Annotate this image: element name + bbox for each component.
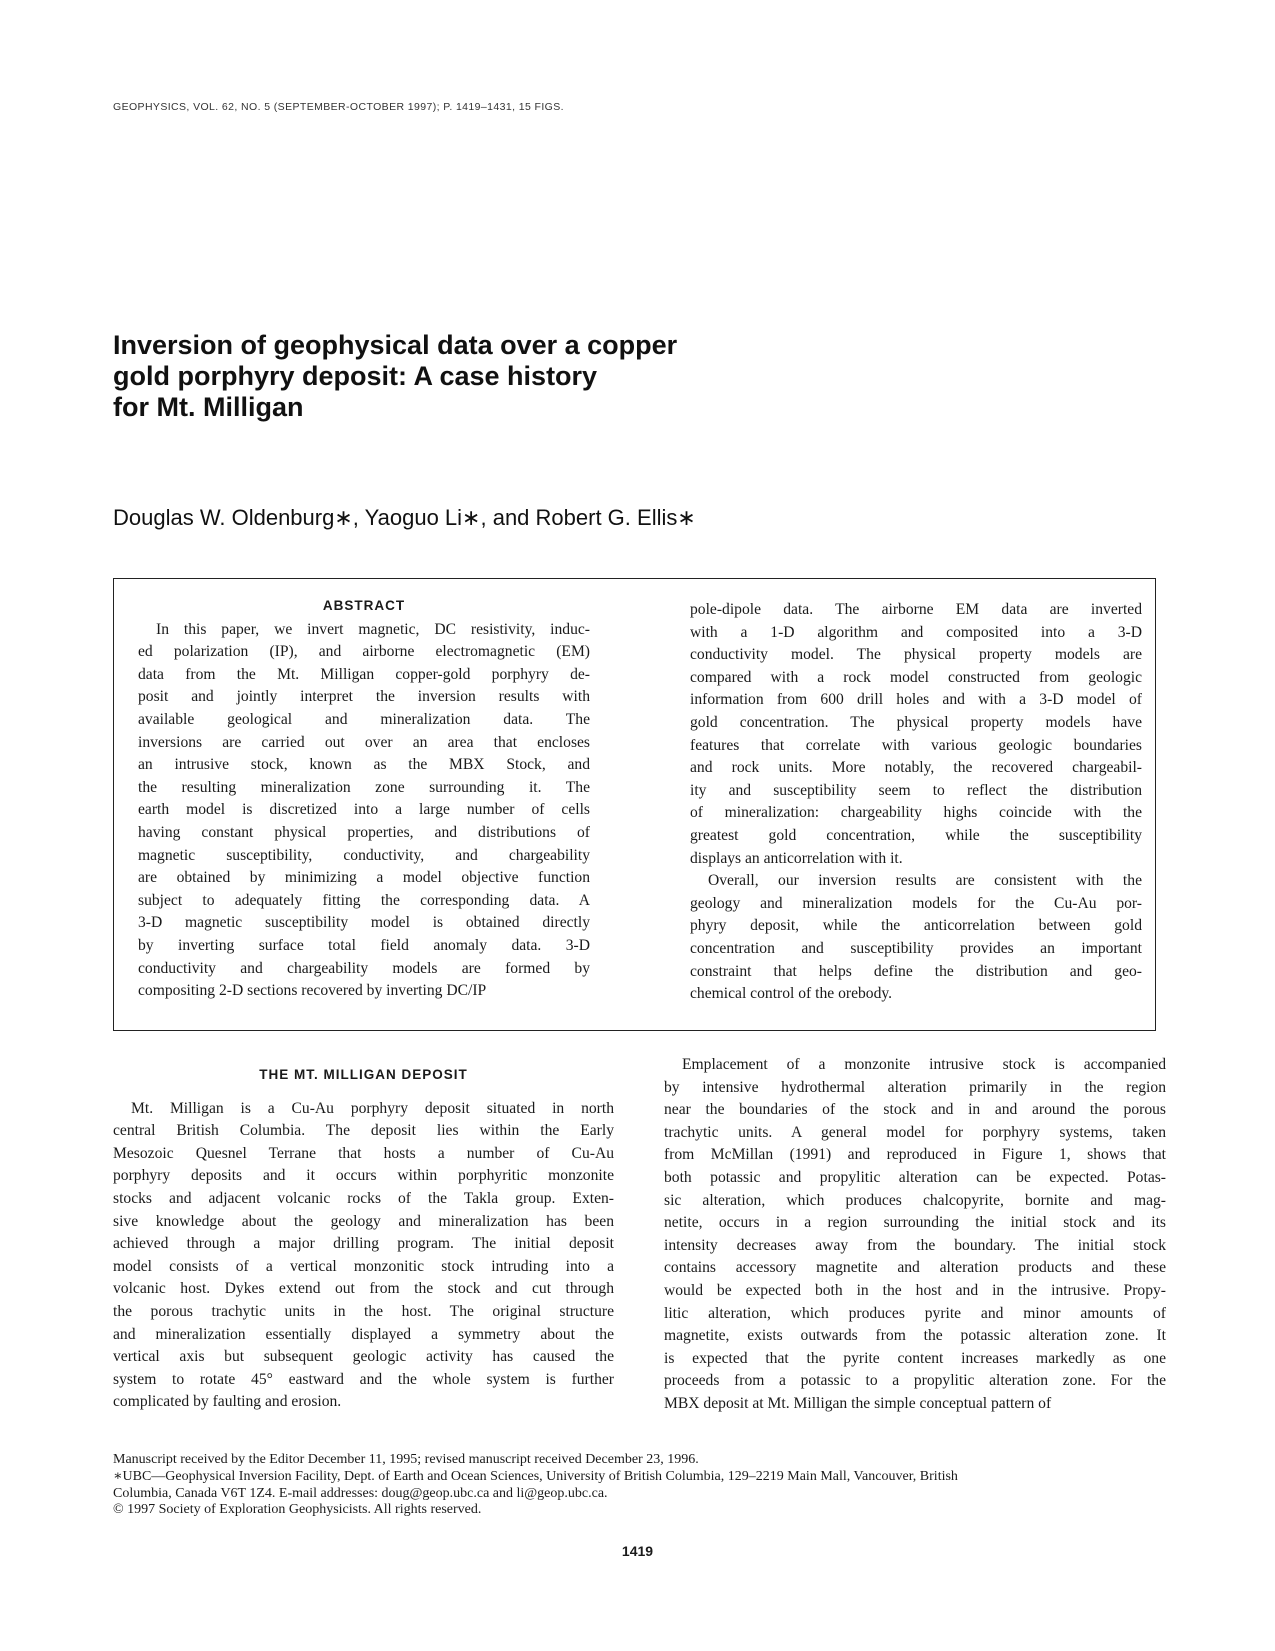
text-line: porphyry deposits and it occurs within porphyritic monzonite (113, 1167, 614, 1185)
text-line: by inverting surface total field anomaly data. 3-D (138, 936, 590, 954)
text-line: stocks and adjacent volcanic rocks of the Takla group. Exten- (113, 1189, 614, 1207)
footnotes (113, 1452, 1156, 1519)
text-line: sic alteration, which produces chalcopyrite, bornite and mag- (664, 1191, 1166, 1209)
text-line: 3-D magnetic susceptibility model is obtained directly (138, 914, 590, 932)
text-line: volcanic host. Dykes extend out from the stock and cut through (113, 1280, 614, 1298)
text-line: magnetic susceptibility, conductivity, and chargeability (138, 846, 590, 864)
text-line: MBX deposit at Mt. Milligan the simple conceptual pattern of (664, 1394, 1052, 1412)
text-line: constraint that helps define the distribution and geo- (690, 962, 1142, 980)
text-line: compositing 2-D sections recovered by inverting DC/IP (138, 982, 487, 1000)
journal-header: GEOPHYSICS, VOL. 62, NO. 5 (SEPTEMBER-OCTOBER 1997); P. 1419–1431, 15 FIGS. (113, 101, 564, 113)
footnote-manuscript: Manuscript received by the Editor December 11, 1995; revised manuscript received December 23, 1996. (113, 1452, 699, 1467)
text-line: the resulting mineralization zone surrounding it. The (138, 778, 590, 796)
text-line: Emplacement of a monzonite intrusive stock is accompanied (682, 1056, 1166, 1073)
text-line: contains accessory magnetite and alteration products and these (664, 1259, 1166, 1277)
text-line: In this paper, we invert magnetic, DC resistivity, induc- (156, 620, 590, 638)
text-line: with a 1-D algorithm and composited into a 3-D (690, 623, 1142, 641)
footnote-copyright: © 1997 Society of Exploration Geophysicists. All rights reserved. (113, 1502, 482, 1518)
text-line: phyry deposit, while the anticorrelation between gold (690, 917, 1142, 935)
title-line: gold porphyry deposit: A case history (113, 361, 598, 391)
text-line: greatest gold concentration, while the susceptibility (690, 826, 1142, 844)
text-line: is expected that the pyrite content increases markedly as one (664, 1349, 1166, 1367)
text-line: and rock units. More notably, the recovered chargeabil- (690, 759, 1142, 777)
page-number: 1419 (621, 1543, 654, 1559)
text-line: trachytic units. A general model for porphyry systems, taken (664, 1123, 1166, 1141)
text-line: inversions are carried out over an area that encloses (138, 733, 590, 751)
text-line: litic alteration, which produces pyrite and minor amounts of (664, 1304, 1166, 1322)
text-line: earth model is discretized into a large number of cells (138, 801, 590, 819)
paper-title (113, 330, 813, 423)
text-line: intensity decreases away from the boundary. The initial stock (664, 1236, 1166, 1254)
text-line: and mineralization essentially displayed a symmetry about the (113, 1325, 614, 1343)
text-line: information from 600 drill holes and with a 3-D model of (690, 691, 1142, 709)
abstract-right-column (690, 599, 1142, 1006)
authors: Douglas W. Oldenburg∗, Yaoguo Li∗, and Robert G. Ellis∗ (113, 505, 696, 530)
text-line: Mt. Milligan is a Cu-Au porphyry deposit situated in north (131, 1099, 614, 1117)
text-line: conductivity model. The physical property models are (690, 646, 1142, 664)
text-line: displays an anticorrelation with it. (690, 849, 903, 867)
text-line: data from the Mt. Milligan copper-gold porphyry de- (138, 665, 590, 683)
text-line: complicated by faulting and erosion. (113, 1393, 342, 1411)
text-line: available geological and mineralization data. The (138, 710, 590, 728)
body-right-column (664, 1054, 1166, 1416)
text-line: gold concentration. The physical property models have (690, 713, 1142, 731)
title-line: for Mt. Milligan (113, 392, 304, 422)
text-line: an intrusive stock, known as the MBX Stock, and (138, 756, 590, 774)
text-line: proceeds from a potassic to a propylitic alteration zone. For the (664, 1372, 1166, 1390)
text-line: ed polarization (IP), and airborne electromagnetic (EM) (138, 643, 590, 661)
abstract-left-column (138, 595, 590, 1003)
text-line: the porous trachytic units in the host. The original structure (113, 1302, 614, 1320)
text-line: model consists of a vertical monzonitic stock intruding into a (113, 1257, 614, 1275)
text-line: achieved through a major drilling program. The initial deposit (113, 1235, 614, 1253)
text-line: near the boundaries of the stock and in and around the porous (664, 1101, 1166, 1119)
text-line: Overall, our inversion results are consistent with the (708, 872, 1142, 890)
text-line: central British Columbia. The deposit lies within the Early (113, 1122, 614, 1140)
text-line: netite, occurs in a region surrounding the initial stock and its (664, 1214, 1166, 1232)
text-line: from McMillan (1991) and reproduced in Figure 1, shows that (664, 1146, 1166, 1164)
text-line: by intensive hydrothermal alteration primarily in the region (664, 1078, 1166, 1096)
text-line: chemical control of the orebody. (690, 985, 893, 1003)
text-line: are obtained by minimizing a model objective function (138, 869, 590, 887)
text-line: conductivity and chargeability models are formed by (138, 959, 590, 977)
text-line: concentration and susceptibility provides an important (690, 939, 1142, 957)
text-line: geology and mineralization models for the Cu-Au por- (690, 894, 1142, 912)
text-line: pole-dipole data. The airborne EM data are inverted (690, 601, 1142, 618)
text-line: vertical axis but subsequent geologic activity has caused the (113, 1348, 614, 1366)
text-line: both potassic and propylitic alteration can be expected. Potas- (664, 1168, 1166, 1186)
text-line: compared with a rock model constructed from geologic (690, 668, 1142, 686)
text-line: sive knowledge about the geology and mineralization has been (113, 1212, 614, 1230)
text-line: features that correlate with various geologic boundaries (690, 736, 1142, 754)
text-line: subject to adequately fitting the corresponding data. A (138, 891, 590, 909)
text-line: would be expected both in the host and in the intrusive. Propy- (664, 1281, 1166, 1299)
title-line: Inversion of geophysical data over a copper (113, 330, 678, 360)
section-heading: THE MT. MILLIGAN DEPOSIT (259, 1067, 468, 1082)
body-left-column (113, 1064, 614, 1414)
text-line: ity and susceptibility seem to reflect the distribution (690, 781, 1142, 799)
text-line: having constant physical properties, and distributions of (138, 823, 590, 841)
footnote-affiliation: ∗UBC—Geophysical Inversion Facility, Dept. of Earth and Ocean Sciences, University of British Columbia, 129–2219 Main Mall, Vancouver, British (113, 1468, 958, 1484)
text-line: magnetite, exists outwards from the potassic alteration zone. It (664, 1327, 1166, 1345)
text-line: Mesozoic Quesnel Terrane that hosts a number of Cu-Au (113, 1144, 614, 1162)
abstract-heading: ABSTRACT (322, 598, 406, 613)
text-line: posit and jointly interpret the inversion results with (138, 688, 590, 706)
footnote-affiliation-cont: Columbia, Canada V6T 1Z4. E-mail addresses: doug@geop.ubc.ca and li@geop.ubc.ca. (113, 1485, 608, 1501)
text-line: system to rotate 45° eastward and the whole system is further (113, 1370, 614, 1388)
text-line: of mineralization: chargeability highs coincide with the (690, 804, 1142, 822)
